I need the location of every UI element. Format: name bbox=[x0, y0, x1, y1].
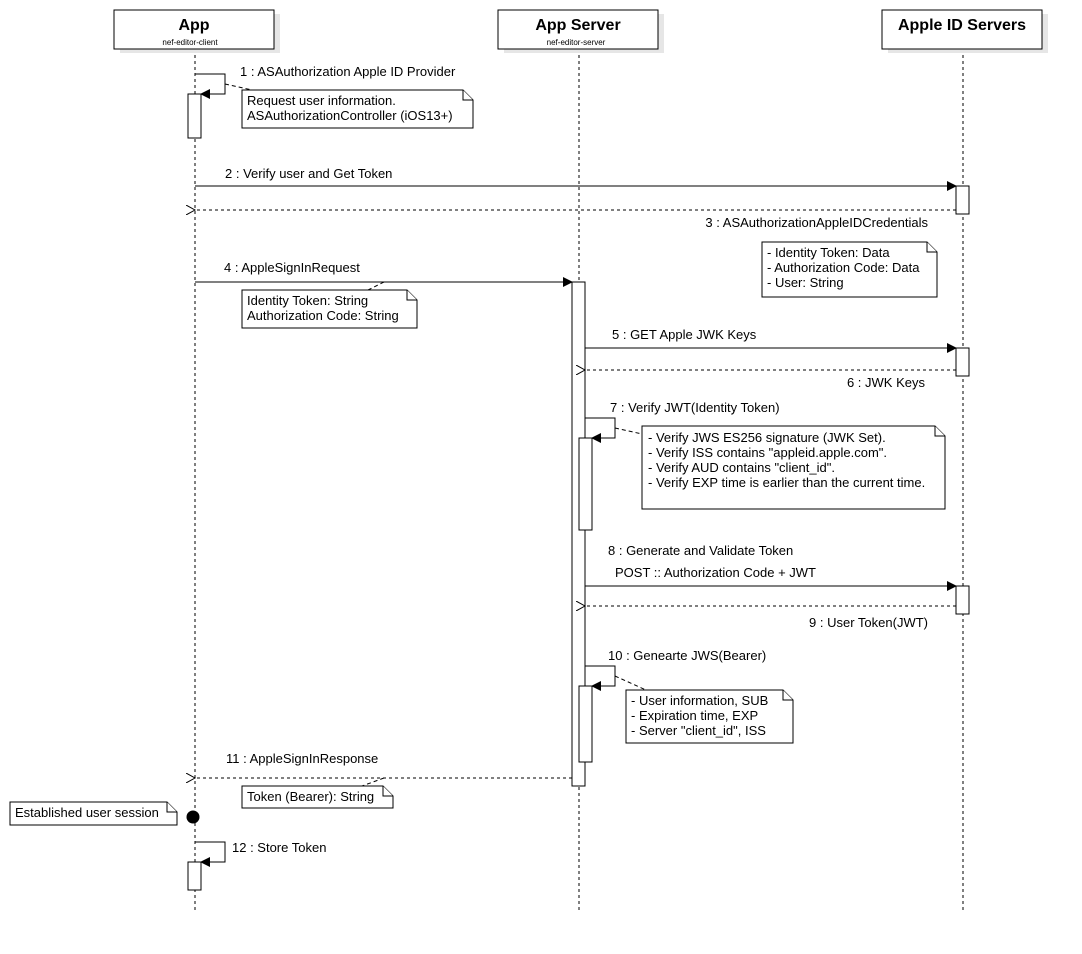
note-connector bbox=[362, 778, 384, 786]
message-label: 5 : GET Apple JWK Keys bbox=[612, 327, 757, 342]
note-connector bbox=[225, 84, 252, 90]
note-line: - Verify EXP time is earlier than the current time. bbox=[648, 475, 926, 490]
note-line: Token (Bearer): String bbox=[247, 789, 375, 804]
note-connector bbox=[615, 676, 646, 690]
activation-apple-3 bbox=[956, 586, 969, 614]
note-line: Identity Token: String bbox=[247, 293, 369, 308]
message-9[interactable] bbox=[585, 606, 956, 630]
message-label: 2 : Verify user and Get Token bbox=[225, 166, 393, 181]
note-line: Request user information. bbox=[247, 93, 396, 108]
participant-subtitle: nef-editor-client bbox=[162, 38, 218, 47]
message-label: 6 : JWK Keys bbox=[846, 375, 925, 390]
message-label: 1 : ASAuthorization Apple ID Provider bbox=[240, 64, 456, 79]
note-established-session bbox=[10, 802, 177, 825]
message-label: 9 : User Token(JWT) bbox=[809, 615, 928, 630]
message-label: 12 : Store Token bbox=[232, 840, 327, 855]
message-4[interactable] bbox=[195, 260, 572, 282]
note-credentials bbox=[762, 242, 937, 297]
message-5[interactable] bbox=[585, 327, 956, 348]
note-line: - Identity Token: Data bbox=[767, 245, 890, 260]
participant-app[interactable] bbox=[114, 10, 280, 53]
message-label: 11 : AppleSignInResponse bbox=[226, 751, 379, 766]
note-verify-jwt bbox=[642, 426, 945, 509]
note-line: - Expiration time, EXP bbox=[631, 708, 759, 723]
note-connector bbox=[615, 428, 642, 434]
note-line: - Authorization Code: Data bbox=[767, 260, 920, 275]
note-request-user-info bbox=[242, 90, 473, 128]
activation-app-1 bbox=[188, 94, 201, 138]
message-label: 7 : Verify JWT(Identity Token) bbox=[610, 400, 780, 415]
note-line: - Verify ISS contains "appleid.apple.com". bbox=[648, 445, 888, 460]
message-label: 3 : ASAuthorizationAppleIDCredentials bbox=[705, 215, 928, 230]
note-connector bbox=[368, 282, 384, 290]
note-line: - Verify JWS ES256 signature (JWK Set). bbox=[648, 430, 886, 445]
note-line: - Verify AUD contains "client_id". bbox=[648, 460, 835, 475]
participant-subtitle: nef-editor-server bbox=[546, 38, 606, 47]
message-10[interactable] bbox=[585, 648, 766, 686]
note-line: - User: String bbox=[767, 275, 844, 290]
participant-app-server[interactable] bbox=[498, 10, 664, 53]
note-jws-claims bbox=[626, 690, 793, 743]
activation-app-2 bbox=[188, 862, 201, 890]
participant-title: Apple ID Servers bbox=[897, 17, 1027, 34]
note-line: - Server "client_id", ISS bbox=[631, 723, 766, 738]
activation-apple-2 bbox=[956, 348, 969, 376]
activation-apple-1 bbox=[956, 186, 969, 214]
message-label: 8 : Generate and Validate Token bbox=[608, 543, 794, 558]
message-2[interactable] bbox=[195, 166, 956, 186]
activation-server-jws bbox=[579, 686, 592, 762]
note-line: Established user session bbox=[15, 805, 159, 820]
note-line: ASAuthorizationController (iOS13+) bbox=[247, 108, 453, 123]
note-sign-in-request bbox=[242, 290, 417, 328]
note-bearer-token bbox=[242, 786, 393, 808]
activation-server-verify bbox=[579, 438, 592, 530]
message-label-secondary: POST :: Authorization Code + JWT bbox=[615, 565, 816, 580]
message-8[interactable] bbox=[585, 543, 956, 586]
message-3[interactable] bbox=[195, 210, 956, 230]
session-state-dot bbox=[187, 811, 200, 824]
note-line: - User information, SUB bbox=[631, 693, 769, 708]
note-line: Authorization Code: String bbox=[247, 308, 399, 323]
message-label: 10 : Genearte JWS(Bearer) bbox=[608, 648, 767, 663]
participant-apple-id-servers[interactable] bbox=[882, 10, 1048, 53]
participant-title: App bbox=[178, 17, 210, 34]
participant-title: App Server bbox=[535, 17, 621, 34]
message-12[interactable] bbox=[195, 840, 326, 862]
message-6[interactable] bbox=[585, 370, 956, 390]
message-label: 4 : AppleSignInRequest bbox=[224, 260, 360, 275]
message-11[interactable] bbox=[195, 751, 572, 778]
